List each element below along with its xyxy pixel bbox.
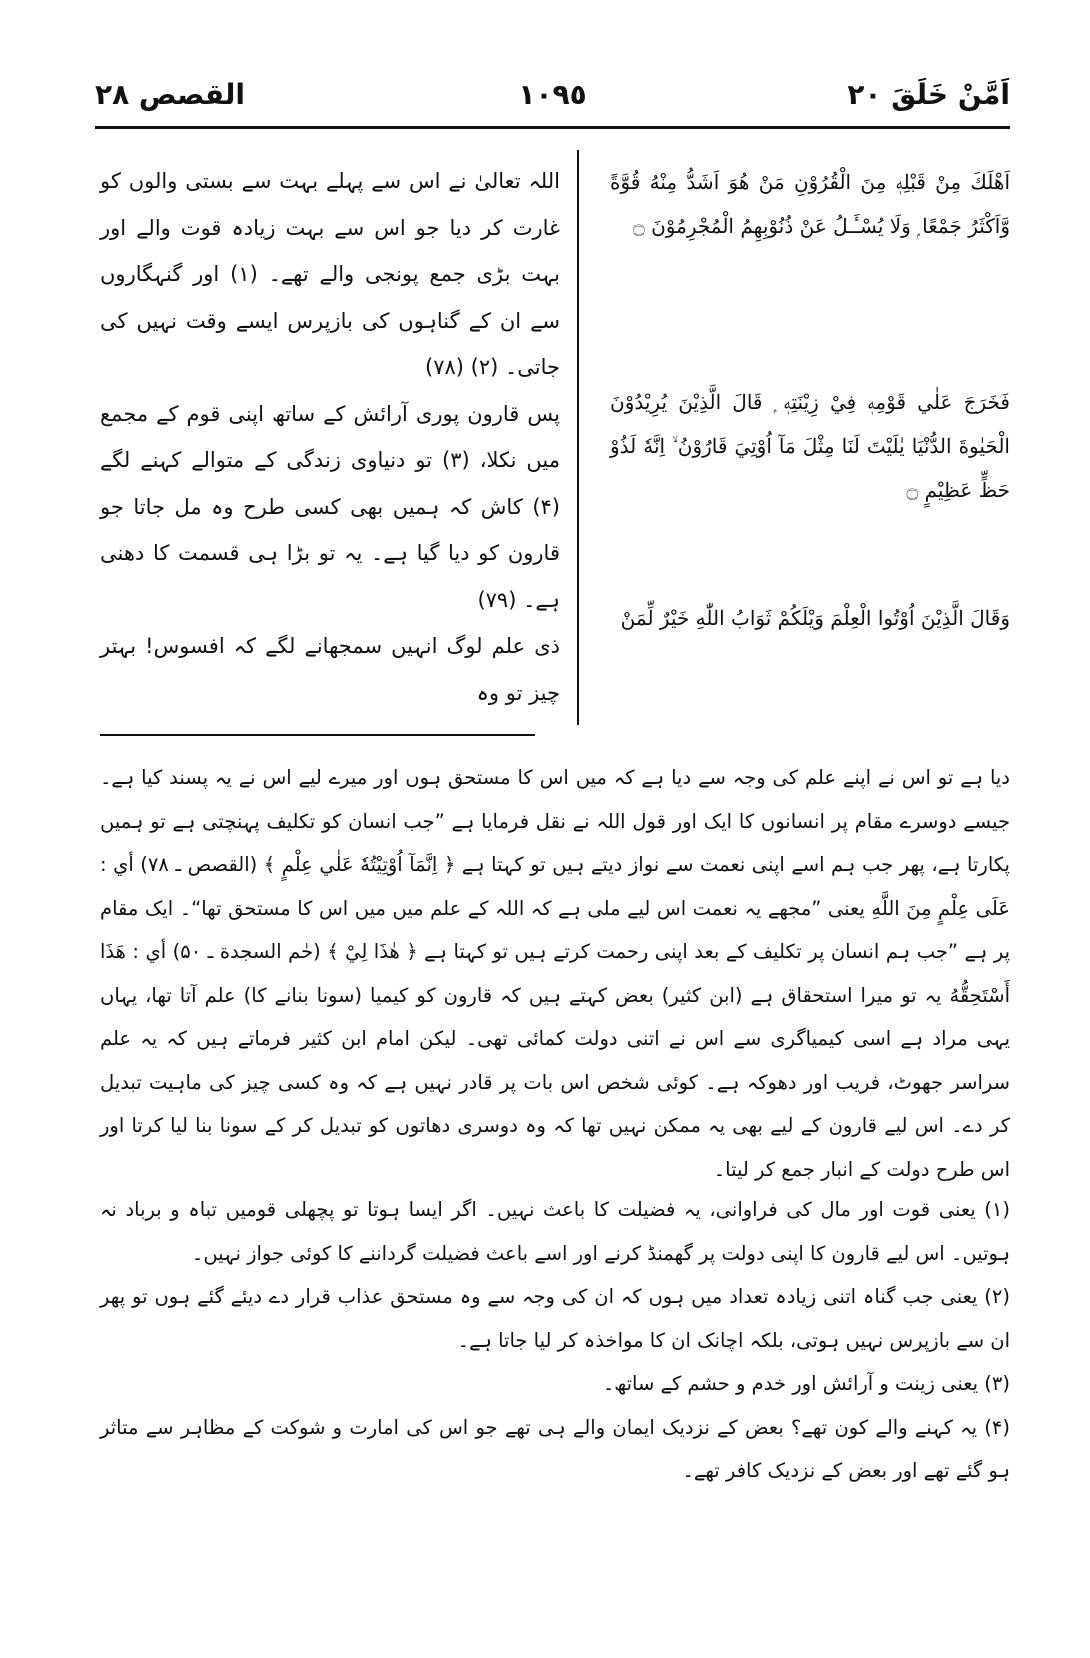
page-number: ١٠٩٥ [518, 78, 587, 111]
ayah-80-arabic: وَقَالَ الَّذِيْنَ اُوْتُوا الْعِلْمَ وَيْلَكُمْ ثَوَابُ اللّٰهِ خَيْرٌ لِّمَنْ [620, 606, 1010, 630]
translation-80: ذی علم لوگ انہیں سمجھانے لگے کہ افسوس! بہتر چیز تو وہ [100, 634, 560, 705]
header-rule [95, 126, 1010, 129]
translation-79: پس قارون پوری آرائش کے ساتھ اپنی قوم کے مجمع میں نکلا، (۳) تو دنیاوی زندگی کے متوالے کہنے لگے (۴) کاش کہ ہمیں بھی کسی طرح وہ مل جاتا جو قارون کو دیا گیا ہے۔ یہ تو بڑا ہی قسمت کا دھنی ہے۔ (۷۹) [100, 401, 560, 612]
arabic-text-column [610, 160, 1010, 630]
ayah-78-arabic: اَهْلَكَ مِنْ قَبْلِهٖ مِنَ الْقُرُوْنِ مَنْ هُوَ اَشَدُّ مِنْهُ قُوَّةً وَّاَكْثَرُ جَمْعًا ۭ وَلَا يُسْـَٔـلُ عَنْ ذُنُوْبِهِمُ الْمُجْرِمُوْنَ ۝ [610, 170, 1010, 238]
footnote-1: (۱) یعنی قوت اور مال کی فراوانی، یہ فضیلت کا باعث نہیں۔ اگر ایسا ہوتا تو پچھلی قومیں تباہ و برباد نہ ہوتیں۔ اس لیے قارون کا اپنی دولت پر گھمنڈ کرنے اور اسے باعث فضیلت گرداننے کا کوئی جواز نہیں۔ [100, 1198, 1010, 1265]
footnotes-section [100, 1188, 1010, 1493]
ayah-79-arabic: فَخَرَجَ عَلٰي قَوْمِهٖ فِيْ زِيْنَتِهٖ ۭ قَالَ الَّذِيْنَ يُرِيْدُوْنَ الْحَيٰوةَ الدُّنْيَا يٰلَيْتَ لَنَا مِثْلَ مَآ اُوْتِيَ قَارُوْنُ ۙ اِنَّهٗ لَذُوْ حَظٍّ عَظِيْمٍ ۝ [610, 390, 1010, 502]
footnote-3: (۳) یعنی زینت و آرائش اور خدم و حشم کے ساتھ۔ [602, 1372, 1010, 1395]
footnote-2: (۲) یعنی جب گناہ اتنی زیادہ تعداد میں ہوں کہ ان کی وجہ سے وہ مستحق عذاب قرار دے دیئے گئے ہوں تو پھر ان سے بازپرس نہیں ہوتی، بلکہ اچانک ان کا مواخذہ کر لیا جاتا ہے۔ [100, 1285, 1010, 1352]
page-header [95, 78, 1010, 122]
surah-title: القصص ٢٨ [95, 78, 245, 111]
footnote-rule [100, 734, 535, 736]
commentary-paragraph: دیا ہے تو اس نے اپنے علم کی وجہ سے دیا ہے کہ میں اس کا مستحق ہوں اور میرے لیے اس نے یہ پسند کیا ہے۔ جیسے دوسرے مقام پر انسانوں کا ایک اور قول اللہ نے نقل فرمایا ہے ”جب انسان کو تکلیف پہنچتی ہے تو ہمیں پکارتا ہے، پھر جب ہم اسے اپنی نعمت سے نواز دیتے ہیں تو کہتا ہے ﴿ اِنَّمَآ اُوْتِيْتُهٗ عَلٰي عِلْمٍ ﴾ (القصص ـ ۷۸) أي : عَلَى عِلْمٍ مِنَ اللَّهِ یعنی ”مجھے یہ نعمت اس لیے ملی ہے کہ اللہ کے علم میں میں اس کا مستحق تھا“۔ ایک مقام پر ہے ”جب ہم انسان پر تکلیف کے بعد اپنی رحمت کرتے ہیں تو کہتا ہے ﴿ هٰذَا لِيْ ﴾ (حٰم السجدة ـ ۵۰) أي : هَذَا أَسْتَحِقُّهُ یہ تو میرا استحقاق ہے (ابن کثیر) بعض کہتے ہیں کہ قارون کو کیمیا (سونا بنانے کا) علم آتا تھا، یہاں یہی مراد ہے اسی کیمیاگری سے اس نے اتنی دولت کمائی تھی۔ لیکن امام ابن کثیر فرماتے ہیں کہ یہ علم سراسر جھوٹ، فریب اور دھوکہ ہے۔ کوئی شخص اس بات پر قادر نہیں ہے کہ وہ کسی چیز کی ماہیت تبدیل کر دے۔ اس لیے قارون کے لیے بھی یہ ممکن نہیں تھا کہ وہ دوسری دھاتوں کو تبدیل کر کے سونا بنا لیا کرتا اور اس طرح دولت کے انبار جمع کر لیتا۔ [100, 766, 1011, 1181]
footnote-4: (۴) یہ کہنے والے کون تھے؟ بعض کے نزدیک ایمان والے ہی تھے جو اس کی امارت و شوکت کے مظاہر سے متاثر ہو گئے تھے اور بعض کے نزدیک کافر تھے۔ [100, 1415, 1010, 1482]
column-divider [577, 150, 579, 725]
translation-column [100, 158, 560, 716]
juz-title: اَمَّنْ خَلَقَ ٢٠ [847, 78, 1010, 111]
translation-78: اللہ تعالیٰ نے اس سے پہلے بہت سے بستی والوں کو غارت کر دیا جو اس سے بہت زیادہ قوت والے اور بہت بڑی جمع پونجی والے تھے۔ (۱) اور گنہگاروں سے ان کے گناہوں کی بازپرس ایسے وقت نہیں کی جاتی۔ (۲) (۷۸) [100, 169, 560, 379]
commentary-section [100, 756, 1010, 1191]
